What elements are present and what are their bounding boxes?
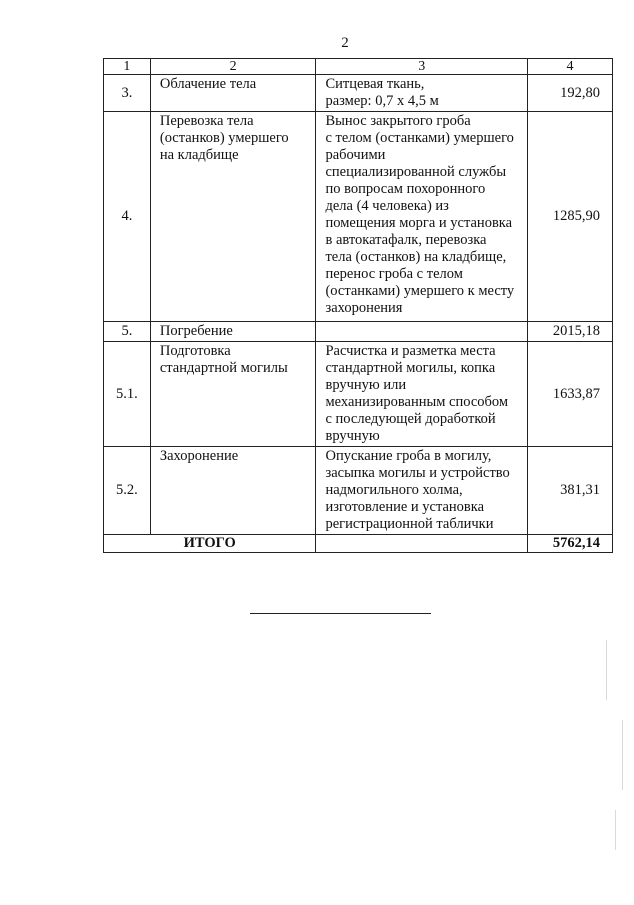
column-header: 3 <box>316 59 528 75</box>
service-description <box>316 322 528 342</box>
service-description <box>316 112 528 322</box>
description-line: тела (останков) на кладбище, <box>325 249 507 265</box>
scan-speck <box>615 810 616 850</box>
service-name-line: (останков) умершего <box>159 130 289 146</box>
service-description <box>316 75 528 112</box>
description-line: (останками) умершего к месту <box>325 283 515 299</box>
row-number: 5. <box>104 322 151 342</box>
total-value: 5762,14 <box>528 535 613 553</box>
service-name-line: на кладбище <box>159 147 239 163</box>
description-line: Расчистка и разметка места <box>325 343 496 359</box>
row-number: 4. <box>104 112 151 322</box>
description-line: по вопросам похоронного <box>325 181 486 197</box>
row-number: 3. <box>104 75 151 112</box>
description-line: вручную или <box>325 377 407 393</box>
description-line: размер: 0,7 х 4,5 м <box>325 93 439 109</box>
service-name-line: стандартной могилы <box>159 360 288 376</box>
page-number: 2 <box>341 35 349 51</box>
scan-speck <box>606 640 607 700</box>
description-line: дела (4 человека) из <box>325 198 449 214</box>
description-line: Опускание гроба в могилу, <box>325 448 492 464</box>
total-row <box>104 535 613 553</box>
description-line: Вынос закрытого гроба <box>325 113 471 129</box>
service-name-line: Захоронение <box>159 448 239 464</box>
service-name-line: Облачение тела <box>159 76 257 92</box>
column-header: 2 <box>150 59 316 75</box>
table-row <box>104 447 613 535</box>
description-line: изготовление и установка <box>325 499 485 515</box>
service-price: 1285,90 <box>528 112 613 322</box>
description-line: регистрационной таблички <box>325 516 494 532</box>
description-line: помещения морга и установка <box>325 215 513 231</box>
signature-line <box>250 613 431 614</box>
service-description <box>316 342 528 447</box>
description-line: Ситцевая ткань, <box>325 76 425 92</box>
service-name-line: Подготовка <box>159 343 231 359</box>
service-name <box>150 75 316 112</box>
description-line: захоронения <box>325 300 403 316</box>
description-line: стандартной могилы, копка <box>325 360 496 376</box>
table-row <box>104 112 613 322</box>
service-description <box>316 447 528 535</box>
table-row <box>104 75 613 112</box>
total-label: ИТОГО <box>104 535 316 553</box>
row-number: 5.1. <box>104 342 151 447</box>
description-line: рабочими <box>325 147 386 163</box>
service-name <box>150 342 316 447</box>
description-line: механизированным способом <box>325 394 509 410</box>
column-header: 1 <box>104 59 151 75</box>
service-name-line: Погребение <box>159 323 233 339</box>
description-line: с телом (останками) умершего <box>325 130 514 146</box>
service-price: 192,80 <box>528 75 613 112</box>
description-line: надмогильного холма, <box>325 482 463 498</box>
column-header: 4 <box>528 59 613 75</box>
service-price: 381,31 <box>528 447 613 535</box>
table-header-row <box>104 59 613 75</box>
description-line: специализированной службы <box>325 164 507 180</box>
description-line: в автокатафалк, перевозка <box>325 232 487 248</box>
total-empty-cell <box>316 535 528 553</box>
service-price: 2015,18 <box>528 322 613 342</box>
service-name-line: Перевозка тела <box>159 113 254 129</box>
description-line: перенос гроба с телом <box>325 266 463 282</box>
table-row <box>104 322 613 342</box>
service-name <box>150 112 316 322</box>
scan-speck <box>622 720 623 790</box>
services-table <box>103 58 613 553</box>
description-line: с последующей доработкой <box>325 411 496 427</box>
description-line: вручную <box>325 428 380 444</box>
description-line: засыпка могилы и устройство <box>325 465 510 481</box>
table-row <box>104 342 613 447</box>
service-name <box>150 322 316 342</box>
service-price: 1633,87 <box>528 342 613 447</box>
service-name <box>150 447 316 535</box>
row-number: 5.2. <box>104 447 151 535</box>
